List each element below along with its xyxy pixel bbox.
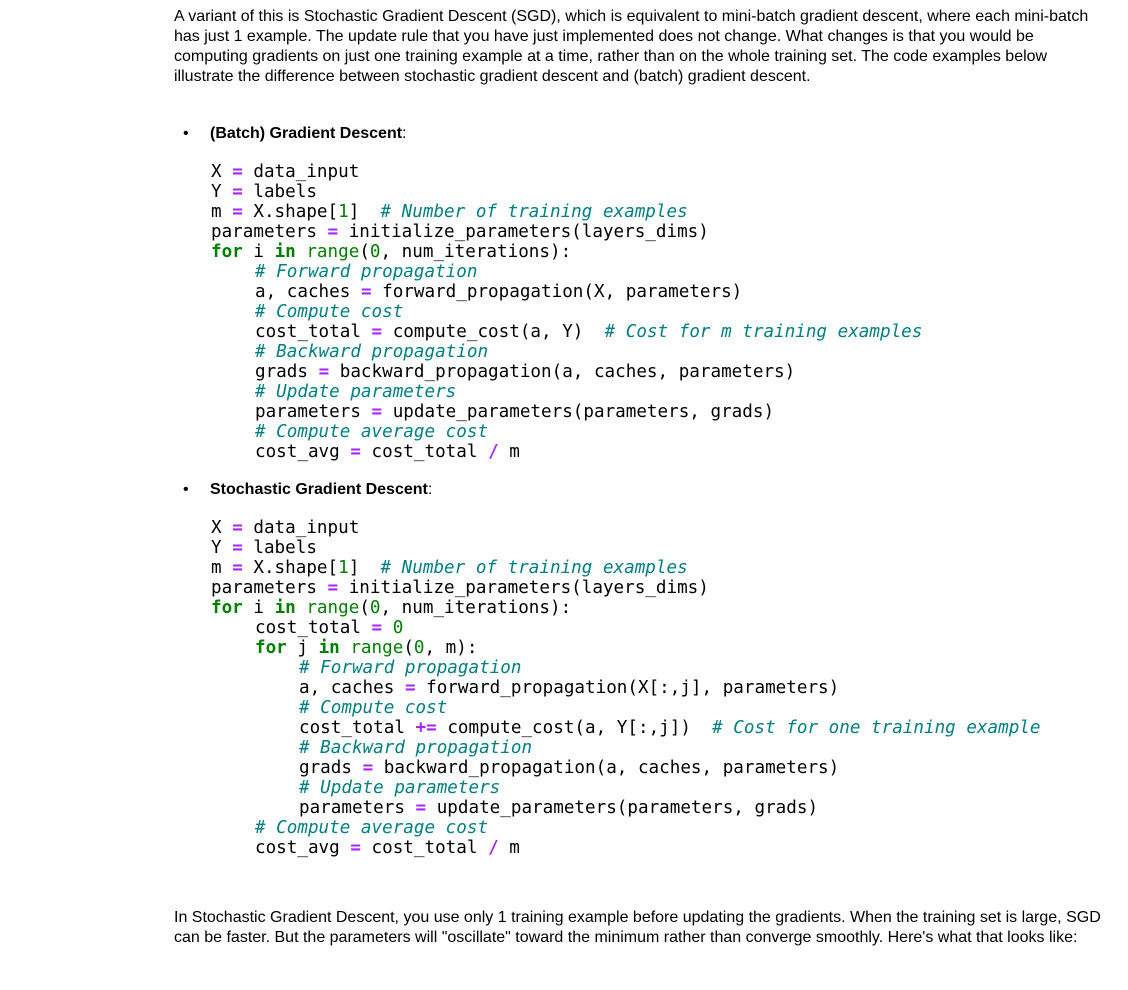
code-keyword: in — [318, 638, 340, 658]
code-token: ] — [348, 202, 381, 222]
code-token: grads — [255, 362, 308, 382]
code-token: i — [253, 242, 264, 262]
code-token: parameters — [211, 222, 317, 242]
code-operator: = — [362, 758, 374, 778]
code-line — [211, 242, 922, 262]
code-line — [211, 558, 1041, 578]
code-token: Y — [211, 182, 222, 202]
code-line — [211, 538, 1041, 558]
code-number: 1 — [338, 202, 349, 222]
code-line — [211, 422, 922, 442]
code-number: 1 — [338, 558, 349, 578]
code-block-stochastic-gd — [211, 518, 1041, 858]
code-token: j — [297, 638, 308, 658]
code-token: update_parameters(parameters, grads) — [392, 402, 775, 422]
code-line — [211, 222, 922, 242]
code-number: 0 — [413, 638, 425, 658]
code-comment: # Backward propagation — [255, 342, 489, 362]
code-number: 0 — [369, 242, 381, 262]
code-token: m — [211, 558, 222, 578]
code-token: compute_cost(a, Y[:,j]) — [447, 718, 713, 738]
code-token: , m): — [424, 638, 478, 658]
code-line — [211, 518, 1041, 538]
code-token: i — [253, 598, 264, 618]
code-operator: = — [327, 578, 339, 598]
code-line — [211, 838, 1041, 858]
code-keyword: for — [211, 242, 243, 262]
code-operator: = — [232, 162, 243, 182]
code-number: 0 — [369, 598, 381, 618]
code-token: ( — [359, 242, 370, 262]
code-line — [211, 798, 1041, 818]
code-line — [211, 262, 922, 282]
code-token: X.shape[ — [253, 558, 339, 578]
code-comment: # Cost for one training example — [712, 718, 1041, 738]
code-token: ( — [403, 638, 414, 658]
bullet-label — [210, 124, 407, 144]
bullet-dot: • — [183, 125, 189, 142]
code-operator: = — [371, 618, 383, 638]
code-line — [211, 638, 1041, 658]
code-line — [211, 778, 1041, 798]
code-token: X — [211, 518, 222, 538]
code-comment: # Compute average cost — [255, 818, 489, 838]
code-line — [211, 382, 922, 402]
intro-paragraph: A variant of this is Stochastic Gradient Descent (SGD), which is equivalent to mini-batch gradient descent, where each mini-batch has just 1 example. The update rule that you have just implemented does not change. What changes is that you would be computing gradients on just one training example at a time, rather than on the whole training set. The code examples below illustrate the difference between stochastic gradient descent and (batch) gradient descent. — [174, 8, 1089, 85]
code-line — [211, 342, 922, 362]
code-line — [211, 598, 1041, 618]
code-comment: # Number of training examples — [380, 202, 688, 222]
code-comment: # Update parameters — [255, 382, 457, 402]
code-operator: = — [232, 202, 243, 222]
code-token: ] — [348, 558, 381, 578]
code-builtin: range — [306, 242, 360, 262]
code-keyword: for — [211, 598, 243, 618]
code-token: labels — [253, 538, 317, 558]
code-token: parameters — [255, 402, 361, 422]
code-comment: # Number of training examples — [380, 558, 688, 578]
bullet-suffix: : — [427, 481, 433, 498]
code-token: cost_total — [255, 322, 361, 342]
outro-paragraph: In Stochastic Gradient Descent, you use only 1 training example before updating the gradients. When the training set is large, SGD can be faster. But the parameters will "oscillate" toward the minimum rather than converge smoothly. Here's what that looks like: — [174, 909, 1101, 946]
code-block-batch-gd — [211, 162, 922, 462]
code-token: X.shape[ — [253, 202, 339, 222]
code-token: parameters — [299, 798, 405, 818]
code-comment: # Forward propagation — [255, 262, 478, 282]
code-token: forward_propagation(X[:,j], parameters) — [426, 678, 840, 698]
code-operator: / — [488, 838, 499, 858]
code-token: forward_propagation(X, parameters) — [382, 282, 743, 302]
code-operator: = — [327, 222, 339, 242]
code-comment: # Backward propagation — [299, 738, 533, 758]
code-token: backward_propagation(a, caches, parameters) — [339, 362, 796, 382]
code-line — [211, 202, 922, 222]
code-line — [211, 818, 1041, 838]
code-token: data_input — [253, 518, 360, 538]
code-token: compute_cost(a, Y) — [392, 322, 605, 342]
code-operator: += — [415, 718, 437, 738]
code-line — [211, 322, 922, 342]
code-line — [211, 362, 922, 382]
code-keyword: for — [255, 638, 287, 658]
code-operator: = — [350, 442, 361, 462]
code-token: Y — [211, 538, 222, 558]
code-line — [211, 578, 1041, 598]
code-token: cost_total — [371, 442, 478, 462]
code-operator: = — [232, 518, 243, 538]
code-token: m — [509, 442, 520, 462]
bullet-title: (Batch) Gradient Descent — [210, 125, 403, 142]
code-line — [211, 302, 922, 322]
code-line — [211, 618, 1041, 638]
bullet-label — [210, 480, 432, 500]
code-token: labels — [253, 182, 317, 202]
code-keyword: in — [274, 242, 296, 262]
code-token: cost_total — [371, 838, 478, 858]
code-token: a, caches — [255, 282, 351, 302]
code-comment: # Compute average cost — [255, 422, 489, 442]
code-comment: # Cost for m training examples — [604, 322, 923, 342]
code-token: a, caches — [299, 678, 395, 698]
code-operator: = — [404, 678, 416, 698]
code-line — [211, 758, 1041, 778]
code-line — [211, 162, 922, 182]
code-operator: = — [415, 798, 427, 818]
code-operator: = — [232, 558, 243, 578]
code-operator: / — [488, 442, 499, 462]
code-token: , num_iterations): — [380, 598, 572, 618]
code-operator: = — [232, 182, 243, 202]
code-line — [211, 738, 1041, 758]
code-line — [211, 182, 922, 202]
code-line — [211, 282, 922, 302]
code-operator: = — [371, 322, 383, 342]
code-keyword: in — [274, 598, 296, 618]
code-operator: = — [360, 282, 372, 302]
code-line — [211, 698, 1041, 718]
code-token: parameters — [211, 578, 317, 598]
code-operator: = — [371, 402, 383, 422]
bullet-title: Stochastic Gradient Descent — [210, 481, 428, 498]
code-token: , num_iterations): — [380, 242, 572, 262]
code-line — [211, 718, 1041, 738]
code-token: backward_propagation(a, caches, parameters) — [383, 758, 840, 778]
code-token: cost_total — [299, 718, 405, 738]
code-token: grads — [299, 758, 352, 778]
code-token: cost_avg — [255, 838, 340, 858]
code-operator: = — [350, 838, 361, 858]
code-token: data_input — [253, 162, 360, 182]
code-token: initialize_parameters(layers_dims) — [348, 578, 709, 598]
code-comment: # Forward propagation — [299, 658, 522, 678]
bullet-dot: • — [183, 481, 189, 498]
code-token: X — [211, 162, 222, 182]
code-token: m — [211, 202, 222, 222]
code-operator: = — [318, 362, 330, 382]
code-builtin: range — [350, 638, 404, 658]
code-token: ( — [359, 598, 370, 618]
code-builtin: range — [306, 598, 360, 618]
code-comment: # Compute cost — [299, 698, 448, 718]
bullet-suffix: : — [402, 125, 407, 142]
code-operator: = — [232, 538, 243, 558]
code-token: initialize_parameters(layers_dims) — [348, 222, 709, 242]
code-line — [211, 678, 1041, 698]
code-line — [211, 402, 922, 422]
code-comment: # Update parameters — [299, 778, 501, 798]
code-token: m — [509, 838, 520, 858]
code-line — [211, 442, 922, 462]
code-line — [211, 658, 1041, 678]
code-comment: # Compute cost — [255, 302, 404, 322]
code-number: 0 — [392, 618, 404, 638]
code-token: cost_total — [255, 618, 361, 638]
code-token: update_parameters(parameters, grads) — [436, 798, 819, 818]
code-token: cost_avg — [255, 442, 340, 462]
